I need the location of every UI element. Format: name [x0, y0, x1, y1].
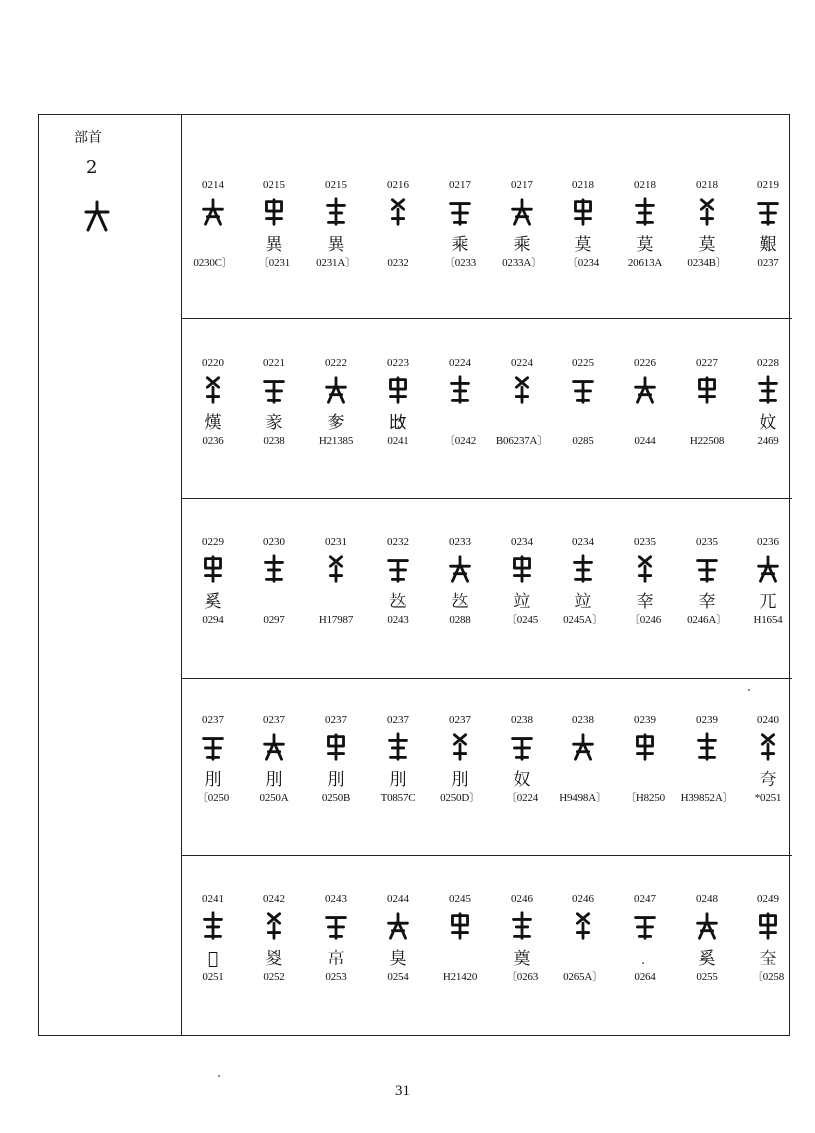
modern-character — [304, 591, 368, 613]
modern-character: 奓 — [327, 413, 345, 433]
modern-character — [551, 769, 615, 791]
radical-header: 部首 — [74, 130, 102, 146]
entry-id: 0224 — [511, 357, 533, 369]
source-reference: 〔0263 — [506, 971, 538, 983]
entry-id: 0220 — [202, 357, 224, 369]
modern-character: 𢼁 — [451, 592, 469, 612]
character-entry — [304, 892, 368, 984]
entry-id: 0233 — [449, 536, 471, 548]
oracle-glyph-icon — [736, 729, 800, 765]
modern-character: 艱 — [759, 235, 777, 255]
character-entry — [304, 535, 368, 627]
character-entry — [181, 713, 245, 805]
source-reference: 0245A〕 — [563, 614, 603, 626]
source-reference: 〔0233 — [444, 257, 476, 269]
oracle-glyph-icon — [181, 194, 245, 230]
source-reference: 0294 — [202, 614, 224, 626]
oracle-glyph-icon — [242, 908, 306, 944]
character-entry — [428, 178, 492, 270]
source-reference: 0244 — [634, 435, 656, 447]
entry-id: 0228 — [757, 357, 779, 369]
modern-character — [675, 412, 739, 434]
radical-number: 2 — [86, 157, 98, 178]
oracle-glyph-icon — [675, 372, 739, 408]
modern-character: 豙 — [265, 413, 283, 433]
character-entry — [181, 892, 245, 984]
character-entry — [428, 713, 492, 805]
oracle-glyph-icon — [304, 372, 368, 408]
source-reference: 0236 — [202, 435, 224, 447]
source-reference: 0250A — [259, 792, 289, 804]
character-entry — [675, 535, 739, 627]
entry-id: 0238 — [511, 714, 533, 726]
entry-id: 0218 — [696, 179, 718, 191]
modern-character: 刖 — [451, 770, 469, 790]
modern-character: 奚 — [204, 592, 222, 612]
source-reference: 0250D〕 — [440, 792, 480, 804]
character-entry — [181, 356, 245, 448]
entry-id: 0246 — [572, 893, 594, 905]
entry-id: 0237 — [387, 714, 409, 726]
oracle-glyph-icon — [181, 551, 245, 587]
source-reference: 〔0231 — [258, 257, 290, 269]
character-entry — [428, 356, 492, 448]
oracle-glyph-icon — [366, 729, 430, 765]
oracle-glyph-icon — [675, 551, 739, 587]
character-entry — [736, 713, 800, 805]
modern-character: 奠 — [513, 949, 531, 969]
entry-id: 0242 — [263, 893, 285, 905]
source-reference: 0232 — [387, 257, 409, 269]
oracle-glyph-icon — [613, 194, 677, 230]
source-reference: 0243 — [387, 614, 409, 626]
entry-id: 0215 — [263, 179, 285, 191]
character-entry — [613, 713, 677, 805]
source-reference: 0288 — [449, 614, 471, 626]
row-divider — [182, 678, 792, 679]
modern-character: 莫 — [574, 235, 592, 255]
entry-id: 0235 — [696, 536, 718, 548]
entry-id: 0237 — [202, 714, 224, 726]
modern-character: 𢂋 — [327, 949, 345, 969]
character-entry — [242, 713, 306, 805]
source-reference: 0297 — [263, 614, 285, 626]
entry-id: 0219 — [757, 179, 779, 191]
source-reference: 0233A〕 — [502, 257, 542, 269]
entry-id: 0237 — [449, 714, 471, 726]
entry-id: 0215 — [325, 179, 347, 191]
character-entry — [613, 178, 677, 270]
source-reference: 〔0250 — [197, 792, 229, 804]
entry-id: 0244 — [387, 893, 409, 905]
entry-id: 0221 — [263, 357, 285, 369]
oracle-glyph-icon — [181, 908, 245, 944]
oracle-glyph-icon — [366, 551, 430, 587]
entry-id: 0217 — [449, 179, 471, 191]
source-reference: 〔0246 — [629, 614, 661, 626]
source-reference: 0264 — [634, 971, 656, 983]
modern-character — [181, 234, 245, 256]
oracle-glyph-icon — [366, 372, 430, 408]
oracle-glyph-icon — [490, 372, 554, 408]
row-divider — [182, 855, 792, 856]
character-entry — [675, 892, 739, 984]
entry-id: 0235 — [634, 536, 656, 548]
entry-id: 0239 — [634, 714, 656, 726]
entry-id: 0243 — [325, 893, 347, 905]
entry-id: 0214 — [202, 179, 224, 191]
source-reference: 0252 — [263, 971, 285, 983]
entry-id: 0234 — [572, 536, 594, 548]
modern-character — [551, 412, 615, 434]
source-reference: 〔0234 — [567, 257, 599, 269]
page-number: 31 — [395, 1083, 410, 1099]
character-entry — [551, 356, 615, 448]
oracle-glyph-icon — [181, 729, 245, 765]
oracle-glyph-icon — [181, 372, 245, 408]
character-entry — [242, 178, 306, 270]
modern-character: 兀 — [759, 592, 777, 612]
radical-column — [38, 114, 182, 1036]
entry-id: 0230 — [263, 536, 285, 548]
modern-character: 妏 — [759, 413, 777, 433]
modern-character — [242, 591, 306, 613]
character-entry — [181, 535, 245, 627]
character-entry — [366, 178, 430, 270]
entry-id: 0246 — [511, 893, 533, 905]
source-reference: 0230C〕 — [193, 257, 233, 269]
oracle-glyph-icon — [428, 372, 492, 408]
entry-id: 0231 — [325, 536, 347, 548]
row-divider — [182, 318, 792, 319]
source-reference: H9498A〕 — [559, 792, 607, 804]
character-entry — [736, 178, 800, 270]
character-entry — [366, 892, 430, 984]
entry-id: 0218 — [572, 179, 594, 191]
modern-character — [490, 412, 554, 434]
oracle-glyph-icon — [304, 908, 368, 944]
source-reference: 0237 — [757, 257, 779, 269]
entry-id: 0234 — [511, 536, 533, 548]
character-entry — [242, 892, 306, 984]
source-reference: H17987 — [318, 614, 354, 626]
modern-character: 刖 — [265, 770, 283, 790]
character-entry — [490, 535, 554, 627]
oracle-glyph-icon — [551, 551, 615, 587]
source-reference: 0250B — [321, 792, 351, 804]
character-entry — [366, 356, 430, 448]
speck — [642, 962, 644, 964]
entry-id: 0247 — [634, 893, 656, 905]
modern-character: 竝 — [574, 592, 592, 612]
oracle-glyph-icon — [242, 372, 306, 408]
character-entry — [490, 178, 554, 270]
modern-character: 竝 — [513, 592, 531, 612]
modern-character — [613, 948, 677, 970]
entry-id: 0241 — [202, 893, 224, 905]
modern-character — [613, 412, 677, 434]
character-entry — [242, 535, 306, 627]
oracle-glyph-icon — [736, 908, 800, 944]
source-reference: 0253 — [325, 971, 347, 983]
modern-character: 𢼁 — [389, 592, 407, 612]
character-entry — [490, 356, 554, 448]
oracle-glyph-icon — [242, 194, 306, 230]
oracle-glyph-icon — [366, 194, 430, 230]
entry-id: 0229 — [202, 536, 224, 548]
oracle-glyph-icon — [304, 194, 368, 230]
oracle-glyph-icon — [613, 551, 677, 587]
oracle-glyph-icon — [736, 194, 800, 230]
oracle-glyph-icon — [613, 372, 677, 408]
source-reference: 〔0258 — [752, 971, 784, 983]
modern-character: 㚇 — [265, 949, 283, 969]
source-reference: 0238 — [263, 435, 285, 447]
oracle-glyph-icon — [366, 908, 430, 944]
source-reference: H1654 — [753, 614, 783, 626]
modern-character: 莫 — [698, 235, 716, 255]
entry-id: 0238 — [572, 714, 594, 726]
character-entry — [490, 892, 554, 984]
entry-id: 0237 — [263, 714, 285, 726]
source-reference: 0251 — [202, 971, 224, 983]
source-reference: H39852A〕 — [680, 792, 734, 804]
oracle-da-radical-icon — [84, 200, 110, 236]
character-entry — [490, 713, 554, 805]
modern-character — [675, 769, 739, 791]
entry-id: 0237 — [325, 714, 347, 726]
source-reference: 〔H8250 — [625, 792, 665, 804]
oracle-glyph-icon — [551, 194, 615, 230]
modern-character: 刖 — [204, 770, 222, 790]
modern-character: 乘 — [513, 235, 531, 255]
oracle-glyph-icon — [613, 729, 677, 765]
character-entry — [675, 178, 739, 270]
character-entry — [428, 535, 492, 627]
character-entry — [304, 356, 368, 448]
entry-id: 0240 — [757, 714, 779, 726]
character-entry — [366, 713, 430, 805]
source-reference: 0255 — [696, 971, 718, 983]
entry-id: 0224 — [449, 357, 471, 369]
oracle-glyph-icon — [428, 551, 492, 587]
oracle-glyph-icon — [242, 551, 306, 587]
source-reference: 0231A〕 — [316, 257, 356, 269]
oracle-glyph-icon — [613, 908, 677, 944]
speck — [218, 1075, 220, 1077]
oracle-glyph-icon — [675, 729, 739, 765]
oracle-glyph-icon — [490, 551, 554, 587]
modern-character: 莫 — [636, 235, 654, 255]
modern-character — [428, 412, 492, 434]
oracle-glyph-icon — [675, 194, 739, 230]
character-entry — [428, 892, 492, 984]
source-reference: 〔0224 — [506, 792, 538, 804]
modern-character: 乘 — [451, 235, 469, 255]
oracle-glyph-icon — [428, 194, 492, 230]
entry-id: 0227 — [696, 357, 718, 369]
entry-id: 0245 — [449, 893, 471, 905]
entry-id: 0217 — [511, 179, 533, 191]
entry-id: 0225 — [572, 357, 594, 369]
modern-character: 臭 — [389, 949, 407, 969]
modern-character: 異 — [327, 235, 345, 255]
source-reference: 0234B〕 — [687, 257, 727, 269]
row-divider — [182, 498, 792, 499]
character-entry — [551, 535, 615, 627]
oracle-glyph-icon — [551, 729, 615, 765]
character-entry — [613, 356, 677, 448]
source-reference: 0265A〕 — [563, 971, 603, 983]
source-reference: 0246A〕 — [687, 614, 727, 626]
source-reference: B06237A〕 — [495, 435, 549, 447]
source-reference: 〔0245 — [506, 614, 538, 626]
oracle-glyph-icon — [490, 729, 554, 765]
character-entry — [304, 178, 368, 270]
entry-id: 0223 — [387, 357, 409, 369]
entry-id: 0226 — [634, 357, 656, 369]
character-entry — [304, 713, 368, 805]
source-reference: H21420 — [442, 971, 478, 983]
character-entry — [551, 892, 615, 984]
source-reference: H21385 — [318, 435, 354, 447]
character-entry — [551, 178, 615, 270]
source-reference: 20613A — [627, 257, 663, 269]
oracle-glyph-icon — [304, 729, 368, 765]
source-reference: 0254 — [387, 971, 409, 983]
modern-character: 奴 — [513, 770, 531, 790]
oracle-glyph-icon — [551, 372, 615, 408]
entry-id: 0218 — [634, 179, 656, 191]
entry-id: 0248 — [696, 893, 718, 905]
source-reference: H22508 — [689, 435, 725, 447]
modern-character — [551, 948, 615, 970]
modern-character: 𡗝 — [759, 770, 777, 790]
modern-character: 㚔 — [636, 592, 654, 612]
character-entry — [366, 535, 430, 627]
source-reference: 2469 — [757, 435, 779, 447]
character-entry — [613, 892, 677, 984]
source-reference: 〔0242 — [444, 435, 476, 447]
entry-id: 0216 — [387, 179, 409, 191]
character-entry — [736, 892, 800, 984]
modern-character — [613, 769, 677, 791]
modern-character: 㚔 — [698, 592, 716, 612]
entry-id: 0232 — [387, 536, 409, 548]
entry-id: 0249 — [757, 893, 779, 905]
oracle-glyph-icon — [551, 908, 615, 944]
oracle-glyph-icon — [428, 729, 492, 765]
oracle-glyph-icon — [490, 908, 554, 944]
character-entry — [613, 535, 677, 627]
character-entry — [736, 356, 800, 448]
modern-character: 熯 — [204, 413, 222, 433]
character-entry — [551, 713, 615, 805]
entry-id: 0222 — [325, 357, 347, 369]
oracle-glyph-icon — [736, 372, 800, 408]
entry-id: 0236 — [757, 536, 779, 548]
character-entry — [181, 178, 245, 270]
modern-character: 𡘇 — [759, 949, 777, 969]
modern-character — [366, 234, 430, 256]
speck — [748, 689, 750, 691]
modern-character: 奚 — [698, 949, 716, 969]
oracle-glyph-icon — [675, 908, 739, 944]
oracle-glyph-icon — [304, 551, 368, 587]
modern-character: 刖 — [389, 770, 407, 790]
source-reference: T0857C — [380, 792, 416, 804]
oracle-glyph-icon — [490, 194, 554, 230]
modern-character: 𢻹 — [389, 413, 407, 433]
source-reference: *0251 — [754, 792, 782, 804]
modern-character: 𢿕 — [207, 949, 219, 969]
character-entry — [675, 356, 739, 448]
modern-character — [428, 948, 492, 970]
modern-character: 異 — [265, 235, 283, 255]
character-entry — [242, 356, 306, 448]
source-reference: 0241 — [387, 435, 409, 447]
character-entry — [675, 713, 739, 805]
source-reference: 0285 — [572, 435, 594, 447]
entry-id: 0239 — [696, 714, 718, 726]
oracle-glyph-icon — [428, 908, 492, 944]
oracle-glyph-icon — [736, 551, 800, 587]
character-entry — [736, 535, 800, 627]
modern-character: 刖 — [327, 770, 345, 790]
oracle-glyph-icon — [242, 729, 306, 765]
